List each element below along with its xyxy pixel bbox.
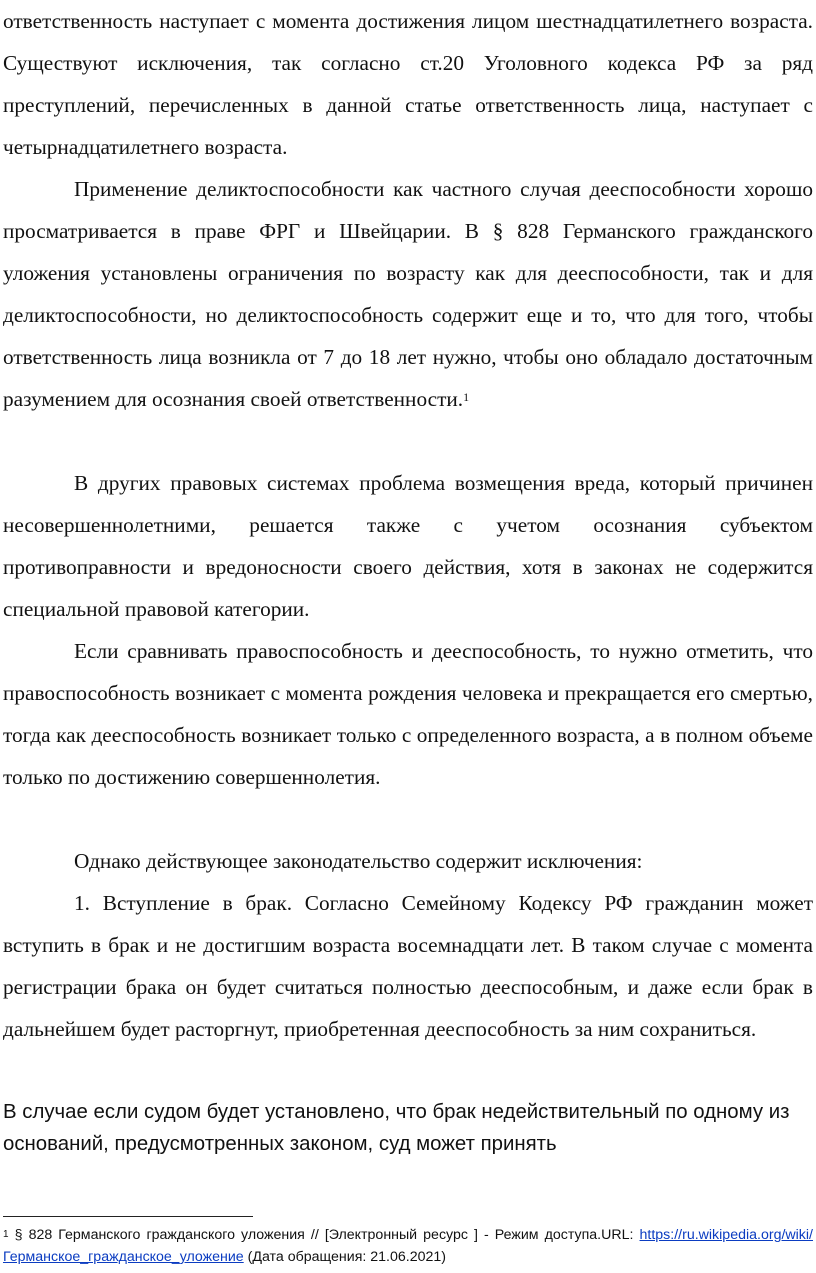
paragraph-6: [3, 882, 813, 1050]
paragraph-5: [3, 840, 813, 882]
paragraph-2-text: Применение деликтоспособности как частного случая дееспособности хорошо просматривается в праве ФРГ и Швейцарии. В § 828 Германского гражданского уложения установлены ограничения по возрасту как для дееспособности, так и для деликтоспособности, но деликтоспособность содержит еще и то, что для того, чтобы ответственность лица возникла от 7 до 18 лет нужно, чтобы оно обладало достаточным разумением для осознания своей ответственности.: [3, 177, 813, 411]
paragraph-6-text: 1. Вступление в брак. Согласно Семейному Кодексу РФ гражданин может вступить в брак и не достигшим возраста восемнадцати лет. В таком случае с момента регистрации брака он будет считаться полностью дееспособным, и даже если брак в дальнейшем будет расторгнут, приобретенная дееспособность за ним сохраниться.: [3, 891, 813, 1041]
footnote-number: 1: [3, 1229, 9, 1240]
paragraph-2: [3, 168, 813, 420]
footnote: [3, 1224, 813, 1268]
paragraph-1-text: ответственность наступает с момента достижения лицом шестнадцатилетнего возраста. Существуют исключения, так согласно ст.20 Уголовного кодекса РФ за ряд преступлений, перечисленных в данной статье ответственность лица, наступает с четырнадцатилетнего возраста.: [3, 9, 813, 159]
paragraph-5-text: Однако действующее законодательство содержит исключения:: [74, 849, 643, 873]
paragraph-7-text: В случае если судом будет установлено, что брак недействительный по одному из оснований, предусмотренных законом, суд может принять: [3, 1101, 790, 1155]
paragraph-4: [3, 630, 813, 798]
footnote-link[interactable]: https://ru.wikipedia.org/wiki/Германское_гражданское_уложение: [3, 1227, 813, 1265]
paragraph-7: [3, 1096, 813, 1160]
paragraph-3: [3, 462, 813, 630]
footnote-access-date: (Дата обращения: 21.06.2021): [243, 1249, 446, 1265]
paragraph-4-text: Если сравнивать правоспособность и дееспособность, то нужно отметить, что правоспособность возникает с момента рождения человека и прекращается его смертью, тогда как дееспособность возникает только с определенного возраста, а в полном объеме только по достижению совершеннолетия.: [3, 639, 813, 789]
paragraph-3-text: В других правовых системах проблема возмещения вреда, который причинен несовершеннолетними, решается также с учетом осознания субъектом противоправности и вредоносности своего действия, хотя в законах не содержится специальной правовой категории.: [3, 471, 813, 621]
footnote-reference[interactable]: 1: [463, 390, 470, 404]
footnote-text: § 828 Германского гражданского уложения // [Электронный ресурс ] - Режим доступа.URL:: [8, 1227, 634, 1243]
paragraph-1: [3, 0, 813, 168]
footnote-separator: [3, 1216, 253, 1217]
